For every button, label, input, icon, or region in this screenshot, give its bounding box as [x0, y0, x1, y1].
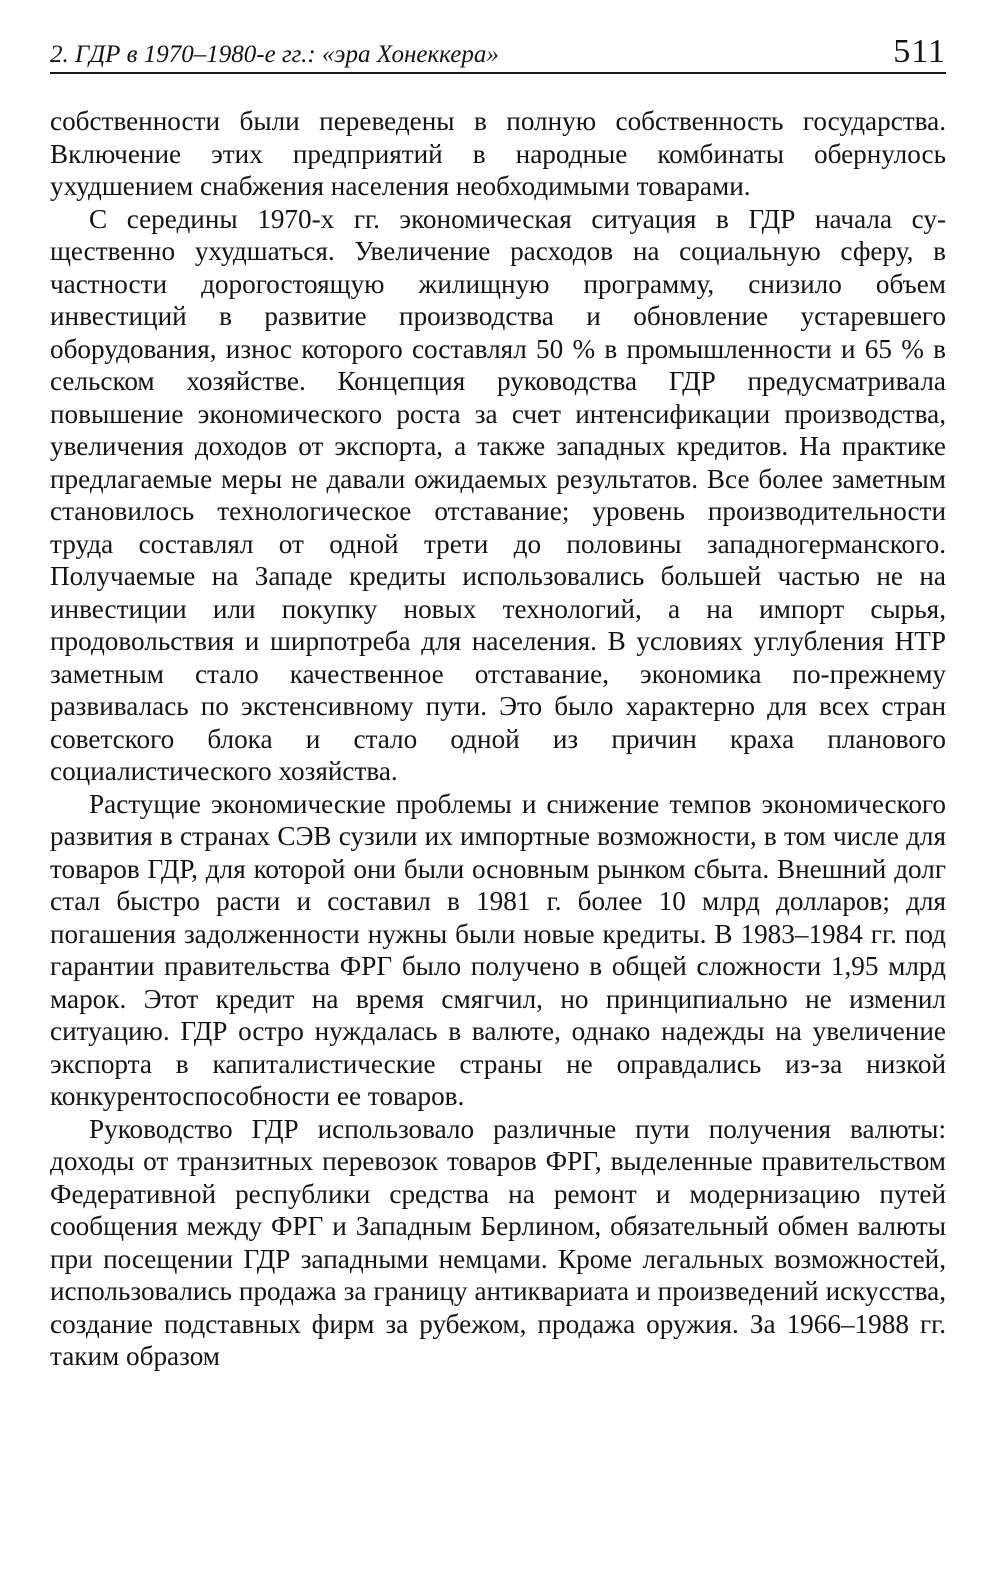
running-header	[50, 30, 946, 74]
paragraph-4: Руководство ГДР использовало различные пути получения валюты: доходы от транзитных перевозок товаров ФРГ, выделенные правительством Федеративной республики средства на ремонт и модернизацию путей сообщения между ФРГ и Западным Берлином, обязательный обмен валюты при посещении ГДР западными немцами. Кроме легальных возможностей, использовались продажа за границу антиквариата и произведений искусства, создание подставных фирм за рубежом, продажа оружия. За 1966–1988 гг. таким образом	[50, 1113, 946, 1371]
paragraph-2: С середины 1970-х гг. экономическая ситуация в ГДР начала существенно ухудшаться. Увеличение расходов на социальную сферу, в частности дорогостоящую жилищную программу, снизило объем инвестиций в развитие производства и обновление устаревшего оборудования, износ которого составлял 50 % в промышленности и 65 % в сельском хозяйстве. Концепция руководства ГДР предусматривала повышение экономического роста за счет интенсификации производства, увеличения доходов от экспорта, а также западных кредитов. На практике предлагаемые меры не давали ожидаемых результатов. Все более заметным становилось технологическое отставание; уровень производительности труда составлял от одной трети до половины западногерманского. Получаемые на Западе кредиты использовались большей частью не на инвестиции или покупку новых технологий, а на импорт сырья, продовольствия и ширпотреба для населения. В условиях углубления НТР заметным стало качественное отставание, экономика по-прежнему развивалась по экстенсивному пути. Это было характерно для всех стран советского блока и стало одной из причин краха планового социалистического хозяйства.	[50, 203, 946, 786]
book-page	[50, 30, 946, 1373]
paragraph-1: собственности были переведены в полную собственность государства. Включение этих предприятий в народные комбинаты обернулось ухудшением снабжения населения необходимыми товарами.	[50, 106, 946, 201]
page-number: 511	[893, 33, 946, 70]
running-title: 2. ГДР в 1970–1980-е гг.: «эра Хонеккера»	[50, 41, 499, 68]
paragraph-3: Растущие экономические проблемы и снижение темпов экономического развития в странах СЭВ сузили их импортные возможности, в том числе для товаров ГДР, для которой они были основным рынком сбыта. Внешний долг стал быстро расти и составил в 1981 г. более 10 млрд долларов; для погашения задолженности нужны были новые кредиты. В 1983–1984 гг. под гарантии правительства ФРГ было получено в общей сложности 1,95 млрд марок. Этот кредит на время смягчил, но принципиально не изменил ситуацию. ГДР остро нуждалась в валюте, однако надежды на увеличение экспорта в капиталистические страны не оправдались из-за низкой конкурентоспособности ее товаров.	[50, 788, 946, 1111]
body-text	[50, 105, 946, 1373]
